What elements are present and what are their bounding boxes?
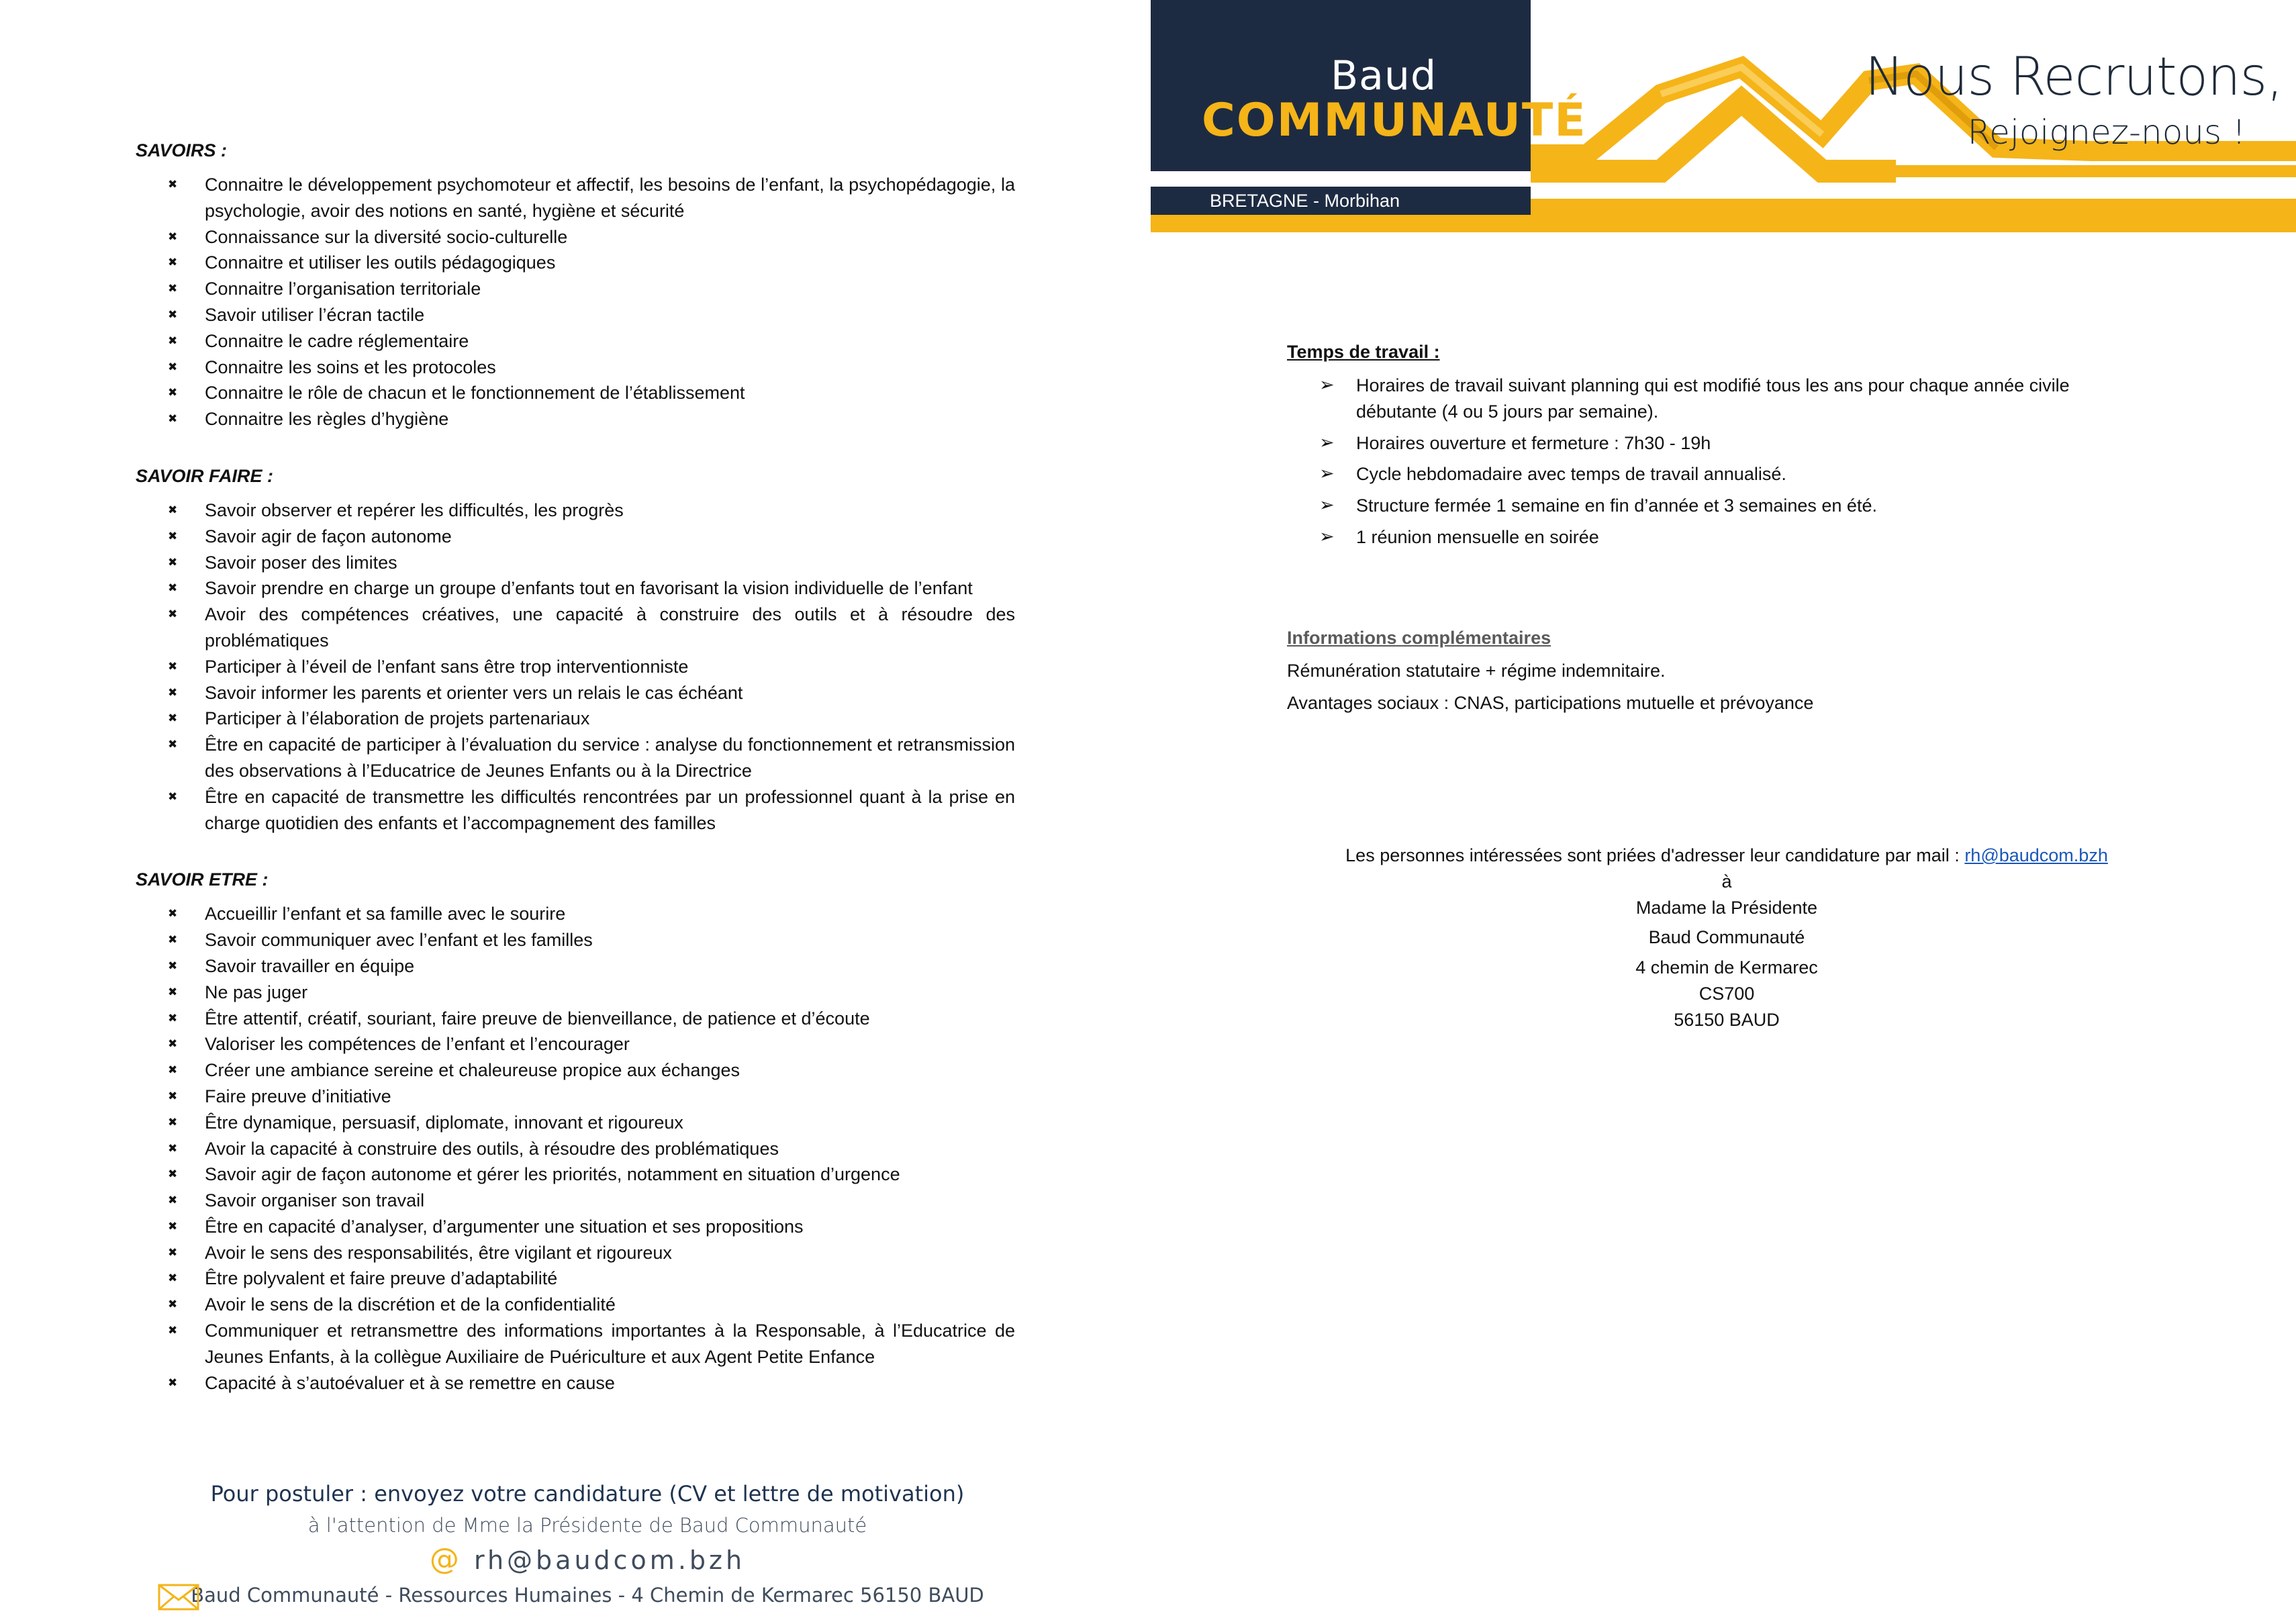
list-item: ✖ Connaitre le développement psychomoteur et affectif, les besoins de l’enfant, la psychopédagogie, la psychologie, avoir des notions en santé, hygiène et sécurité xyxy=(205,172,1015,224)
left-column xyxy=(136,138,1015,1396)
list-item: ➢ Horaires de travail suivant planning qui est modifié tous les ans pour chaque année civile débutante (4 ou 5 jours par semaine). xyxy=(1356,373,2153,425)
list-item: ✖ Participer à l’éveil de l’enfant sans être trop interventionniste xyxy=(205,654,1015,680)
additional-info xyxy=(1287,624,2153,716)
savoir-etre-list xyxy=(205,901,1015,1396)
region-label: BRETAGNE - Morbihan xyxy=(1151,187,1531,215)
list-item: ✖ Avoir la capacité à construire des outils, à résoudre des problématiques xyxy=(205,1136,1015,1162)
list-item: ✖ Capacité à s’autoévaluer et à se remettre en cause xyxy=(205,1370,1015,1396)
savoir-etre-title: SAVOIR ETRE : xyxy=(136,869,269,890)
list-item: ✖ Accueillir l’enfant et sa famille avec le sourire xyxy=(205,901,1015,927)
list-item: ➢ Structure fermée 1 semaine en fin d’année et 3 semaines en été. xyxy=(1356,493,2153,519)
list-item: ✖ Savoir communiquer avec l’enfant et les familles xyxy=(205,927,1015,953)
list-item: ✖ Savoir utiliser l’écran tactile xyxy=(205,302,1015,328)
savoir-faire-list xyxy=(205,497,1015,836)
list-item: ✖ Connaitre le rôle de chacun et le fonctionnement de l’établissement xyxy=(205,380,1015,406)
list-item: ✖ Connaitre les règles d’hygiène xyxy=(205,406,1015,432)
list-item: ✖ Savoir observer et repérer les difficultés, les progrès xyxy=(205,497,1015,524)
list-item: ✖ Avoir le sens des responsabilités, être vigilant et rigoureux xyxy=(205,1240,1015,1266)
footer-apply-line: Pour postuler : envoyez votre candidature (CV et lettre de motivation) xyxy=(210,1481,965,1507)
list-item: ✖ Ne pas juger xyxy=(205,980,1015,1006)
envelope-icon xyxy=(158,1584,199,1611)
list-item: ✖ Avoir des compétences créatives, une capacité à construire des outils et à résoudre des problématiques xyxy=(205,602,1015,654)
list-item: ✖ Savoir organiser son travail xyxy=(205,1188,1015,1214)
list-item: ✖ Connaitre le cadre réglementaire xyxy=(205,328,1015,354)
list-item: ➢ 1 réunion mensuelle en soirée xyxy=(1356,524,2153,551)
savoirs-title: SAVOIRS : xyxy=(136,140,228,160)
list-item: ✖ Savoir agir de façon autonome et gérer les priorités, notamment en situation d’urgence xyxy=(205,1161,1015,1188)
recruiting-title: Nous Recrutons, xyxy=(1864,47,2283,107)
contact-recipient: Madame la Présidente xyxy=(1635,897,1818,918)
footer-address: Baud Communauté - Ressources Humaines - 4 Chemin de Kermarec 56150 BAUD xyxy=(191,1584,984,1607)
contact-intro: Les personnes intéressées sont priées d'adresser leur candidature par mail : xyxy=(1345,845,1965,865)
list-item: ✖ Faire preuve d’initiative xyxy=(205,1084,1015,1110)
additional-info-title: Informations complémentaires xyxy=(1287,627,1551,648)
list-item: ✖ Participer à l’élaboration de projets partenariaux xyxy=(205,706,1015,732)
list-item: ➢ Horaires ouverture et fermeture : 7h30 - 19h xyxy=(1356,430,2153,457)
contact-cs: CS700 xyxy=(1699,983,1755,1004)
footer-attention-line: à l'attention de Mme la Présidente de Baud Communauté xyxy=(307,1514,867,1537)
logo-baud-text: Baud xyxy=(1331,52,1437,99)
list-item: ✖ Savoir poser des limites xyxy=(205,550,1015,576)
list-item: ✖ Valoriser les compétences de l’enfant et l’encourager xyxy=(205,1031,1015,1057)
list-item: ✖ Savoir agir de façon autonome xyxy=(205,524,1015,550)
at-icon: @ xyxy=(429,1542,463,1576)
savoirs-list xyxy=(205,172,1015,432)
footer-email-line xyxy=(154,1540,1020,1580)
contact-org: Baud Communauté xyxy=(1648,927,1805,948)
list-item: ✖ Savoir informer les parents et orienter vers un relais le cas échéant xyxy=(205,680,1015,706)
recruiting-subtitle: Rejoignez-nous ! xyxy=(1967,113,2246,152)
apply-footer xyxy=(154,1477,1020,1611)
contact-block xyxy=(1287,843,2166,1033)
list-item: ✖ Être en capacité d’analyser, d’argumenter une situation et ses propositions xyxy=(205,1214,1015,1240)
savoir-faire-title: SAVOIR FAIRE : xyxy=(136,465,274,486)
contact-street: 4 chemin de Kermarec xyxy=(1635,957,1818,978)
list-item: ✖ Être attentif, créatif, souriant, faire preuve de bienveillance, de patience et d’écoute xyxy=(205,1006,1015,1032)
list-item: ✖ Communiquer et retransmettre des informations importantes à la Responsable, à l’Educatrice de Jeunes Enfants, à la collègue Auxiliaire de Puériculture et aux Agent Petite Enfance xyxy=(205,1318,1015,1370)
logo-communaute-text: COMMUNAUTÉ xyxy=(1202,94,1587,147)
working-time-list xyxy=(1356,373,2153,551)
list-item: ✖ Savoir prendre en charge un groupe d’enfants tout en favorisant la vision individuelle de l’enfant xyxy=(205,575,1015,602)
list-item: ✖ Être en capacité de participer à l’évaluation du service : analyse du fonctionnement et retransmission des observations à l’Educatrice de Jeunes Enfants ou à la Directrice xyxy=(205,732,1015,784)
list-item: ✖ Connaitre les soins et les protocoles xyxy=(205,354,1015,381)
list-item: ✖ Connaitre et utiliser les outils pédagogiques xyxy=(205,250,1015,276)
contact-a: à xyxy=(1721,871,1732,892)
salary-line: Rémunération statutaire + régime indemnitaire. xyxy=(1287,660,1666,681)
benefits-line: Avantages sociaux : CNAS, participations mutuelle et prévoyance xyxy=(1287,692,1814,713)
working-time-title: Temps de travail : xyxy=(1287,342,1440,362)
list-item: ✖ Avoir le sens de la discrétion et de la confidentialité xyxy=(205,1292,1015,1318)
list-item: ✖ Connaissance sur la diversité socio-culturelle xyxy=(205,224,1015,250)
list-item: ✖ Être polyvalent et faire preuve d’adaptabilité xyxy=(205,1266,1015,1292)
contact-email-link[interactable]: rh@baudcom.bzh xyxy=(1964,845,2108,865)
list-item: ➢ Cycle hebdomadaire avec temps de travail annualisé. xyxy=(1356,461,2153,487)
list-item: ✖ Connaitre l’organisation territoriale xyxy=(205,276,1015,302)
footer-address-line xyxy=(154,1580,1020,1611)
footer-email[interactable]: rh@baudcom.bzh xyxy=(474,1545,746,1575)
list-item: ✖ Être en capacité de transmettre les difficultés rencontrées par un professionnel quant à la prise en charge quotidien des enfants et l’accompagnement des familles xyxy=(205,784,1015,837)
right-column xyxy=(1287,339,2153,716)
list-item: ✖ Être dynamique, persuasif, diplomate, innovant et rigoureux xyxy=(205,1110,1015,1136)
list-item: ✖ Savoir travailler en équipe xyxy=(205,953,1015,980)
contact-city: 56150 BAUD xyxy=(1674,1009,1780,1030)
list-item: ✖ Créer une ambiance sereine et chaleureuse propice aux échanges xyxy=(205,1057,1015,1084)
contact-intro-line xyxy=(1287,843,2166,869)
